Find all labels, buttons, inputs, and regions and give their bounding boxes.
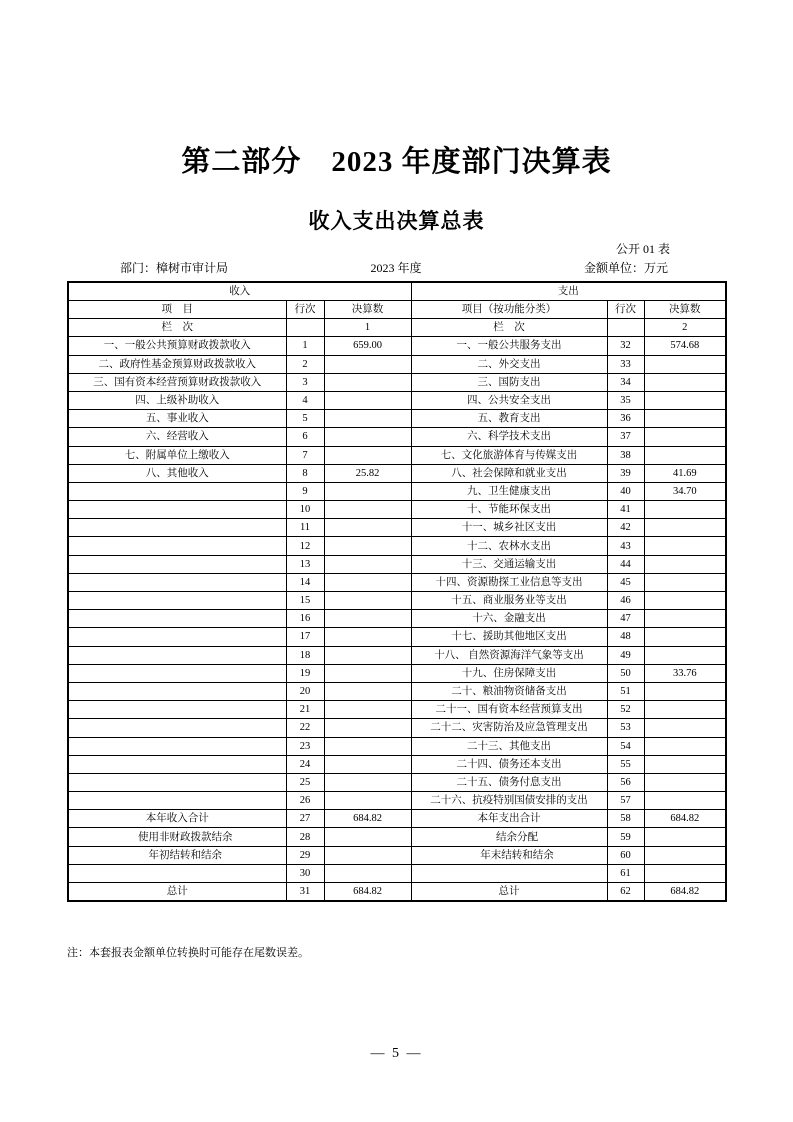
income-amount-cell <box>324 701 411 719</box>
expense-amount-cell: 34.70 <box>644 482 726 500</box>
expense-amount-cell <box>644 864 726 882</box>
table-title: 收入支出决算总表 <box>308 210 485 233</box>
table-row <box>68 664 726 682</box>
expense-amount-cell <box>644 355 726 373</box>
income-section-header: 收入 <box>68 282 411 301</box>
table-row <box>68 846 726 864</box>
department-label: 部门：樟树市审计局 <box>120 261 229 275</box>
income-item-cell: 本年收入合计 <box>68 810 286 828</box>
table-row <box>68 519 726 537</box>
expense-amount-cell <box>644 428 726 446</box>
table-row <box>68 373 726 391</box>
income-rowno-cell: 7 <box>286 446 324 464</box>
income-amount-cell: 684.82 <box>324 810 411 828</box>
income-amount-cell <box>324 555 411 573</box>
income-rowno-cell: 17 <box>286 628 324 646</box>
expense-amount-cell <box>644 410 726 428</box>
expense-item-cell: 四、公共安全支出 <box>411 391 607 409</box>
income-amount-cell <box>324 755 411 773</box>
expense-item-cell: 三、国防支出 <box>411 373 607 391</box>
table-row <box>68 755 726 773</box>
table-body <box>68 337 726 901</box>
table-row <box>68 482 726 500</box>
income-amount-cell <box>324 737 411 755</box>
table-row <box>68 410 726 428</box>
expense-amount-cell <box>644 501 726 519</box>
expense-amount-cell <box>644 701 726 719</box>
expense-item-cell: 六、科学技术支出 <box>411 428 607 446</box>
income-rowno-cell: 16 <box>286 610 324 628</box>
income-rowno-cell: 10 <box>286 501 324 519</box>
income-item-cell: 一、一般公共预算财政拨款收入 <box>68 337 286 355</box>
expense-rowno-cell: 54 <box>607 737 644 755</box>
income-amount-header: 决算数 <box>324 301 411 319</box>
income-item-cell <box>68 773 286 791</box>
expense-item-cell: 二十三、其他支出 <box>411 737 607 755</box>
expense-item-cell: 二十二、灾害防治及应急管理支出 <box>411 719 607 737</box>
expense-rowno-cell: 50 <box>607 664 644 682</box>
expense-amount-cell: 41.69 <box>644 464 726 482</box>
table-row <box>68 719 726 737</box>
income-item-cell: 总计 <box>68 883 286 902</box>
income-item-cell <box>68 792 286 810</box>
income-item-cell <box>68 701 286 719</box>
expense-item-cell <box>411 864 607 882</box>
income-amount-cell <box>324 428 411 446</box>
expense-amount-cell: 684.82 <box>644 810 726 828</box>
income-item-cell: 七、附属单位上缴收入 <box>68 446 286 464</box>
expense-rowno-cell: 56 <box>607 773 644 791</box>
expense-rowno-cell: 57 <box>607 792 644 810</box>
expense-item-cell: 八、社会保障和就业支出 <box>411 464 607 482</box>
expense-amount-cell <box>644 755 726 773</box>
income-item-cell <box>68 610 286 628</box>
expense-rowno-cell: 55 <box>607 755 644 773</box>
income-item-cell <box>68 501 286 519</box>
expense-rowno-cell: 37 <box>607 428 644 446</box>
table-row <box>68 810 726 828</box>
expense-amount-header: 决算数 <box>644 301 726 319</box>
income-item-cell <box>68 555 286 573</box>
expense-rowno-cell: 45 <box>607 573 644 591</box>
expense-rowno-cell: 49 <box>607 646 644 664</box>
expense-item-cell: 二十四、债务还本支出 <box>411 755 607 773</box>
income-item-cell: 年初结转和结余 <box>68 846 286 864</box>
income-amount-cell <box>324 792 411 810</box>
income-rowno-cell: 24 <box>286 755 324 773</box>
income-item-cell: 八、其他收入 <box>68 464 286 482</box>
expense-amount-cell <box>644 573 726 591</box>
expense-amount-cell <box>644 828 726 846</box>
expense-amount-cell <box>644 373 726 391</box>
expense-item-cell: 十、节能环保支出 <box>411 501 607 519</box>
income-amount-cell <box>324 519 411 537</box>
income-item-cell <box>68 646 286 664</box>
table-row <box>68 428 726 446</box>
table-row <box>68 682 726 700</box>
income-rowno-cell: 25 <box>286 773 324 791</box>
income-rowno-cell: 11 <box>286 519 324 537</box>
expense-amount-cell <box>644 537 726 555</box>
table-row <box>68 646 726 664</box>
expense-item-cell: 二十、粮油物资储备支出 <box>411 682 607 700</box>
income-rowno-cell: 1 <box>286 337 324 355</box>
expense-amount-cell <box>644 719 726 737</box>
table-row <box>68 592 726 610</box>
table-row <box>68 792 726 810</box>
income-rowno-cell: 14 <box>286 573 324 591</box>
table-row <box>68 391 726 409</box>
expense-column-index-empty-cell <box>607 319 644 337</box>
income-rowno-cell: 26 <box>286 792 324 810</box>
income-amount-cell: 659.00 <box>324 337 411 355</box>
income-rowno-cell: 2 <box>286 355 324 373</box>
expense-item-cell: 总计 <box>411 883 607 902</box>
income-rowno-cell: 13 <box>286 555 324 573</box>
expense-rowno-cell: 33 <box>607 355 644 373</box>
expense-amount-cell <box>644 792 726 810</box>
income-column-number: 1 <box>324 319 411 337</box>
income-amount-cell <box>324 355 411 373</box>
table-meta-row <box>67 259 725 279</box>
expense-amount-cell <box>644 682 726 700</box>
income-amount-cell <box>324 573 411 591</box>
income-amount-cell: 25.82 <box>324 464 411 482</box>
table-row <box>68 628 726 646</box>
income-item-cell: 二、政府性基金预算财政拨款收入 <box>68 355 286 373</box>
amount-unit-label: 金额单位：万元 <box>583 261 668 275</box>
income-item-cell <box>68 519 286 537</box>
income-rowno-cell: 5 <box>286 410 324 428</box>
expense-item-cell: 二十六、抗疫特别国债安排的支出 <box>411 792 607 810</box>
expense-rowno-cell: 51 <box>607 682 644 700</box>
income-rowno-cell: 12 <box>286 537 324 555</box>
income-amount-cell <box>324 846 411 864</box>
income-amount-cell <box>324 592 411 610</box>
expense-amount-cell <box>644 592 726 610</box>
table-row <box>68 537 726 555</box>
expense-rowno-cell: 60 <box>607 846 644 864</box>
income-item-cell <box>68 664 286 682</box>
expense-rowno-cell: 38 <box>607 446 644 464</box>
income-item-cell: 四、上级补助收入 <box>68 391 286 409</box>
income-item-header: 项 目 <box>68 301 286 319</box>
footnote: 注：本套报表金额单位转换时可能存在尾数误差。 <box>67 947 309 959</box>
expense-item-cell: 十五、商业服务业等支出 <box>411 592 607 610</box>
expense-amount-cell <box>644 610 726 628</box>
income-item-cell <box>68 864 286 882</box>
income-amount-cell <box>324 828 411 846</box>
page-number: — 5 — <box>370 1046 423 1061</box>
expense-amount-cell <box>644 846 726 864</box>
expense-item-cell: 年末结转和结余 <box>411 846 607 864</box>
expense-amount-cell: 684.82 <box>644 883 726 902</box>
fiscal-year-label: 2023 年度 <box>370 261 422 275</box>
income-item-cell <box>68 755 286 773</box>
expense-rowno-cell: 53 <box>607 719 644 737</box>
expense-column-number: 2 <box>644 319 726 337</box>
income-amount-cell <box>324 664 411 682</box>
expense-rowno-cell: 35 <box>607 391 644 409</box>
income-amount-cell <box>324 719 411 737</box>
income-rowno-cell: 3 <box>286 373 324 391</box>
table-row <box>68 828 726 846</box>
expense-rowno-cell: 36 <box>607 410 644 428</box>
income-amount-cell <box>324 646 411 664</box>
income-amount-cell <box>324 628 411 646</box>
section-header-row <box>68 282 726 301</box>
expense-item-cell: 五、教育支出 <box>411 410 607 428</box>
expense-item-cell: 一、一般公共服务支出 <box>411 337 607 355</box>
expense-item-cell: 七、文化旅游体育与传媒支出 <box>411 446 607 464</box>
expense-amount-cell: 574.68 <box>644 337 726 355</box>
table-row <box>68 501 726 519</box>
table-row <box>68 737 726 755</box>
expense-item-cell: 二、外交支出 <box>411 355 607 373</box>
income-rowno-cell: 9 <box>286 482 324 500</box>
expense-item-cell: 十六、金融支出 <box>411 610 607 628</box>
expense-amount-cell <box>644 646 726 664</box>
income-item-cell <box>68 573 286 591</box>
income-item-cell <box>68 537 286 555</box>
income-item-cell: 五、事业收入 <box>68 410 286 428</box>
expense-item-cell: 十二、农林水支出 <box>411 537 607 555</box>
income-item-cell <box>68 482 286 500</box>
expense-item-cell: 九、卫生健康支出 <box>411 482 607 500</box>
expense-item-cell: 十九、住房保障支出 <box>411 664 607 682</box>
expense-rowno-cell: 62 <box>607 883 644 902</box>
table-row <box>68 446 726 464</box>
page-title: 第二部分 2023 年度部门决算表 <box>181 146 612 178</box>
income-item-cell <box>68 682 286 700</box>
income-amount-cell <box>324 610 411 628</box>
income-item-cell <box>68 737 286 755</box>
income-item-cell: 三、国有资本经营预算财政拨款收入 <box>68 373 286 391</box>
expense-item-cell: 十七、援助其他地区支出 <box>411 628 607 646</box>
income-amount-cell <box>324 373 411 391</box>
income-column-index-empty-cell <box>286 319 324 337</box>
expense-item-cell: 二十一、国有资本经营预算支出 <box>411 701 607 719</box>
income-rowno-cell: 8 <box>286 464 324 482</box>
income-amount-cell <box>324 864 411 882</box>
table-row <box>68 610 726 628</box>
table-code-label: 公开 01 表 <box>615 242 670 256</box>
expense-amount-cell <box>644 446 726 464</box>
income-amount-cell <box>324 391 411 409</box>
expense-item-cell: 本年支出合计 <box>411 810 607 828</box>
expense-rowno-cell: 52 <box>607 701 644 719</box>
income-rowno-header: 行次 <box>286 301 324 319</box>
expense-rowno-cell: 58 <box>607 810 644 828</box>
income-rowno-cell: 31 <box>286 883 324 902</box>
income-expense-table <box>67 281 727 902</box>
expense-item-cell: 十四、资源勘探工业信息等支出 <box>411 573 607 591</box>
expense-rowno-cell: 34 <box>607 373 644 391</box>
income-item-cell <box>68 628 286 646</box>
expense-rowno-cell: 40 <box>607 482 644 500</box>
income-amount-cell <box>324 410 411 428</box>
expense-section-header: 支出 <box>411 282 726 301</box>
income-amount-cell <box>324 501 411 519</box>
table-row <box>68 337 726 355</box>
expense-rowno-cell: 46 <box>607 592 644 610</box>
expense-item-cell: 十一、城乡社区支出 <box>411 519 607 537</box>
expense-rowno-header: 行次 <box>607 301 644 319</box>
income-item-cell: 六、经营收入 <box>68 428 286 446</box>
expense-amount-cell <box>644 519 726 537</box>
income-rowno-cell: 23 <box>286 737 324 755</box>
expense-rowno-cell: 44 <box>607 555 644 573</box>
income-rowno-cell: 6 <box>286 428 324 446</box>
income-rowno-cell: 18 <box>286 646 324 664</box>
table-row <box>68 883 726 902</box>
income-rowno-cell: 4 <box>286 391 324 409</box>
expense-item-cell: 结余分配 <box>411 828 607 846</box>
table-row <box>68 701 726 719</box>
expense-amount-cell <box>644 737 726 755</box>
income-rowno-cell: 27 <box>286 810 324 828</box>
income-amount-cell <box>324 482 411 500</box>
expense-item-cell: 二十五、债务付息支出 <box>411 773 607 791</box>
expense-amount-cell <box>644 391 726 409</box>
table-row <box>68 864 726 882</box>
table-row <box>68 573 726 591</box>
table-row <box>68 773 726 791</box>
income-item-cell <box>68 592 286 610</box>
expense-amount-cell <box>644 555 726 573</box>
expense-amount-cell: 33.76 <box>644 664 726 682</box>
income-rowno-cell: 19 <box>286 664 324 682</box>
expense-amount-cell <box>644 773 726 791</box>
expense-rowno-cell: 41 <box>607 501 644 519</box>
income-amount-cell: 684.82 <box>324 883 411 902</box>
expense-rowno-cell: 47 <box>607 610 644 628</box>
table-row <box>68 555 726 573</box>
income-rowno-cell: 22 <box>286 719 324 737</box>
table-row <box>68 355 726 373</box>
income-amount-cell <box>324 537 411 555</box>
income-amount-cell <box>324 446 411 464</box>
income-rowno-cell: 15 <box>286 592 324 610</box>
expense-rowno-cell: 48 <box>607 628 644 646</box>
expense-rowno-cell: 61 <box>607 864 644 882</box>
income-amount-cell <box>324 682 411 700</box>
income-item-cell <box>68 719 286 737</box>
income-item-cell: 使用非财政拨款结余 <box>68 828 286 846</box>
expense-rowno-cell: 59 <box>607 828 644 846</box>
expense-item-cell: 十八、 自然资源海洋气象等支出 <box>411 646 607 664</box>
expense-rowno-cell: 42 <box>607 519 644 537</box>
column-index-row <box>68 319 726 337</box>
income-amount-cell <box>324 773 411 791</box>
income-rowno-cell: 21 <box>286 701 324 719</box>
table-row <box>68 464 726 482</box>
expense-item-cell: 十三、交通运输支出 <box>411 555 607 573</box>
expense-rowno-cell: 39 <box>607 464 644 482</box>
income-rowno-cell: 29 <box>286 846 324 864</box>
expense-rowno-cell: 32 <box>607 337 644 355</box>
income-column-index-label: 栏 次 <box>68 319 286 337</box>
expense-rowno-cell: 43 <box>607 537 644 555</box>
income-rowno-cell: 20 <box>286 682 324 700</box>
income-rowno-cell: 28 <box>286 828 324 846</box>
expense-amount-cell <box>644 628 726 646</box>
income-rowno-cell: 30 <box>286 864 324 882</box>
expense-column-index-label: 栏 次 <box>411 319 607 337</box>
expense-item-header: 项目（按功能分类） <box>411 301 607 319</box>
column-header-row <box>68 301 726 319</box>
